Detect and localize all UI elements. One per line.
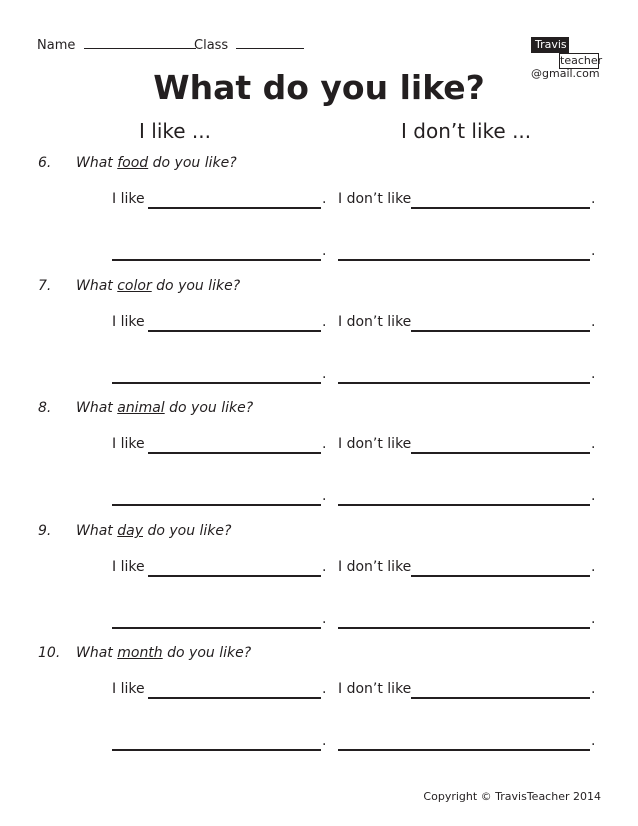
page-title: What do you like?	[153, 68, 485, 107]
question-number: 7.	[38, 278, 52, 294]
question-number: 9.	[38, 523, 52, 539]
question-number: 6.	[38, 155, 52, 171]
question-text	[76, 645, 251, 661]
dislike-answer-line[interactable]	[411, 452, 590, 454]
question-prefix: What	[76, 645, 118, 661]
period: .	[591, 436, 596, 452]
question-text	[76, 155, 237, 171]
i-dont-like-label: I don’t like	[338, 191, 412, 207]
class-label: Class	[194, 38, 229, 53]
question-keyword: food	[117, 155, 149, 171]
period: .	[322, 436, 327, 452]
like-extra-answer-line[interactable]	[112, 504, 321, 506]
period: .	[591, 366, 596, 382]
like-answer-line[interactable]	[148, 452, 321, 454]
dislike-answer-line[interactable]	[411, 697, 590, 699]
question-number: 8.	[38, 400, 52, 416]
column-heading-like: I like ...	[139, 119, 211, 143]
name-field[interactable]	[84, 39, 196, 49]
like-extra-answer-line[interactable]	[112, 627, 321, 629]
dislike-answer-line[interactable]	[411, 207, 590, 209]
i-dont-like-label: I don’t like	[338, 681, 412, 697]
dislike-extra-answer-line[interactable]	[338, 627, 590, 629]
question-suffix: do you like?	[151, 278, 241, 294]
dislike-extra-answer-line[interactable]	[338, 259, 590, 261]
i-like-label: I like	[112, 314, 145, 330]
question-text	[76, 523, 231, 539]
dislike-answer-line[interactable]	[411, 575, 590, 577]
period: .	[591, 733, 596, 749]
period: .	[322, 191, 327, 207]
i-dont-like-label: I don’t like	[338, 559, 412, 575]
period: .	[591, 191, 596, 207]
period: .	[591, 488, 596, 504]
question-number: 10.	[38, 645, 61, 661]
question-keyword: color	[117, 278, 152, 294]
period: .	[591, 681, 596, 697]
dislike-extra-answer-line[interactable]	[338, 749, 590, 751]
dislike-answer-line[interactable]	[411, 330, 590, 332]
period: .	[591, 243, 596, 259]
like-answer-line[interactable]	[148, 697, 321, 699]
i-like-label: I like	[112, 559, 145, 575]
question-prefix: What	[76, 523, 118, 539]
question-keyword: month	[117, 645, 163, 661]
question-prefix: What	[76, 155, 118, 171]
period: .	[591, 611, 596, 627]
period: .	[322, 488, 327, 504]
like-answer-line[interactable]	[148, 207, 321, 209]
period: .	[591, 559, 596, 575]
question-text	[76, 400, 253, 416]
logo-teacher: teacher	[560, 54, 603, 67]
question-suffix: do you like?	[164, 400, 254, 416]
period: .	[591, 314, 596, 330]
question-prefix: What	[76, 400, 118, 416]
column-heading-dislike: I don’t like ...	[401, 119, 532, 143]
period: .	[322, 611, 327, 627]
copyright: Copyright © TravisTeacher 2014	[423, 790, 601, 803]
period: .	[322, 314, 327, 330]
name-label-row	[37, 38, 196, 53]
name-label: Name	[37, 38, 76, 53]
question-keyword: animal	[117, 400, 165, 416]
dislike-extra-answer-line[interactable]	[338, 382, 590, 384]
i-like-label: I like	[112, 191, 145, 207]
question-suffix: do you like?	[162, 645, 252, 661]
period: .	[322, 559, 327, 575]
question-prefix: What	[76, 278, 118, 294]
like-extra-answer-line[interactable]	[112, 382, 321, 384]
i-like-label: I like	[112, 681, 145, 697]
question-suffix: do you like?	[143, 523, 232, 539]
class-field[interactable]	[236, 39, 304, 49]
like-extra-answer-line[interactable]	[112, 749, 321, 751]
like-extra-answer-line[interactable]	[112, 259, 321, 261]
period: .	[322, 366, 327, 382]
like-answer-line[interactable]	[148, 575, 321, 577]
question-keyword: day	[117, 523, 143, 539]
period: .	[322, 733, 327, 749]
period: .	[322, 243, 327, 259]
i-like-label: I like	[112, 436, 145, 452]
i-dont-like-label: I don’t like	[338, 314, 412, 330]
class-label-row	[194, 38, 304, 53]
period: .	[322, 681, 327, 697]
dislike-extra-answer-line[interactable]	[338, 504, 590, 506]
question-suffix: do you like?	[148, 155, 237, 171]
i-dont-like-label: I don’t like	[338, 436, 412, 452]
logo-travis: Travis	[531, 37, 569, 53]
question-text	[76, 278, 240, 294]
logo-email: @gmail.com	[531, 67, 600, 80]
like-answer-line[interactable]	[148, 330, 321, 332]
